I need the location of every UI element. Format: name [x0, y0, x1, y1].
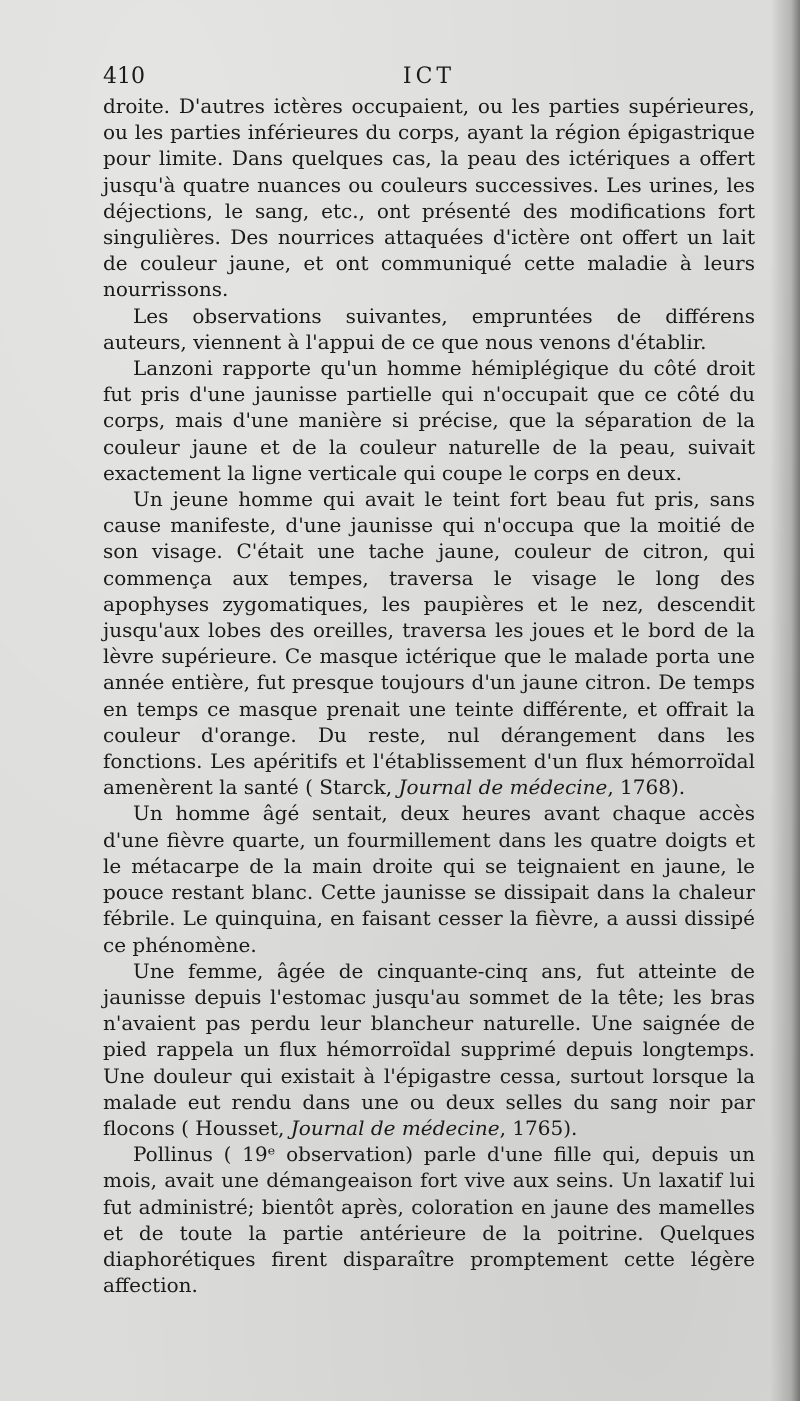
paragraph-text: Un homme âgé sentait, deux heures avant chaque accès d'une fièvre quarte, un fourmillement dans les quatre doigts et le métacarpe de la main droite qui se teignaient en jaune, le pouce restant blanc. Cette jaunisse se dissipait dans la chaleur fébrile. Le quinquina, en faisant cesser la fièvre, a aussi dissipé ce phénomène.	[103, 801, 755, 957]
paragraph	[103, 800, 755, 957]
running-head: ICT	[402, 64, 456, 89]
citation-year: , 1765).	[499, 1115, 578, 1140]
paragraph	[103, 93, 755, 303]
journal-title: Journal de médecine	[290, 1115, 500, 1140]
page-number: 410	[103, 64, 145, 89]
paragraph-text: droite. D'autres ictères occupaient, ou les parties supérieures, ou les parties inférieures du corps, ayant la région épigastrique pour limite. Dans quelques cas, la peau des ictériques a offert jusqu'à quatre nuances ou couleurs successives. Les urines, les déjections, le sang, etc., ont présenté des modifications fort singulières. Des nourrices attaquées d'ictère ont offert un lait de couleur jaune, et ont communiqué cette maladie à leurs nourrissons.	[103, 94, 755, 302]
page-header	[103, 62, 755, 92]
paragraph	[103, 486, 755, 800]
paragraph-text: Les observations suivantes, empruntées de différens auteurs, viennent à l'appui de ce que nous venons d'établir.	[103, 303, 755, 354]
journal-title: Journal de médecine	[398, 775, 608, 800]
paragraph-text: Pollinus ( 19ᵉ observation) parle d'une fille qui, depuis un mois, avait une démangeaison fort vive aux seins. Un laxatif lui fut administré; bientôt après, coloration en jaune des mamelles et de toute la partie antérieure de la poitrine. Quelques diaphorétiques firent disparaître promptement cette légère affection.	[103, 1142, 755, 1298]
paragraph	[103, 303, 755, 355]
body-text	[103, 93, 755, 1298]
paragraph-text: Une femme, âgée de cinquante-cinq ans, fut atteinte de jaunisse depuis l'estomac jusqu'au sommet de la tête; les bras n'avaient pas perdu leur blancheur naturelle. Une saignée de pied rappela un flux hémorroïdal supprimé depuis longtemps. Une douleur qui existait à l'épigastre cessa, surtout lorsque la malade eut rendu dans une ou deux selles du sang noir par flocons ( Housset,	[103, 958, 755, 1140]
paragraph	[103, 355, 755, 486]
paragraph-text: Lanzoni rapporte qu'un homme hémiplégique du côté droit fut pris d'une jaunisse partielle qui n'occupait que ce côté du corps, mais d'une manière si précise, que la séparation de la couleur jaune et de la couleur naturelle de la peau, suivait exactement la ligne verticale qui coupe le corps en deux.	[103, 356, 755, 485]
paragraph	[103, 1141, 755, 1298]
paragraph-text: Un jeune homme qui avait le teint fort beau fut pris, sans cause manifeste, d'une jaunisse qui n'occupa que la moitié de son visage. C'était une tache jaune, couleur de citron, qui commença aux tempes, traversa le visage le long des apophyses zygomatiques, les paupières et le nez, descendit jusqu'aux lobes des oreilles, traversa les joues et le bord de la lèvre supérieure. Ce masque ictérique que le malade porta une année entière, fut presque toujours d'un jaune citron. De temps en temps ce masque prenait une teinte différente, et offrait la couleur d'orange. Du reste, nul dérangement dans les fonctions. Les apéritifs et l'établissement d'un flux hémorroïdal amenèrent la santé ( Starck,	[103, 487, 755, 800]
paragraph	[103, 958, 755, 1141]
citation-year: , 1768).	[607, 775, 686, 800]
spine-shadow	[770, 0, 800, 1401]
